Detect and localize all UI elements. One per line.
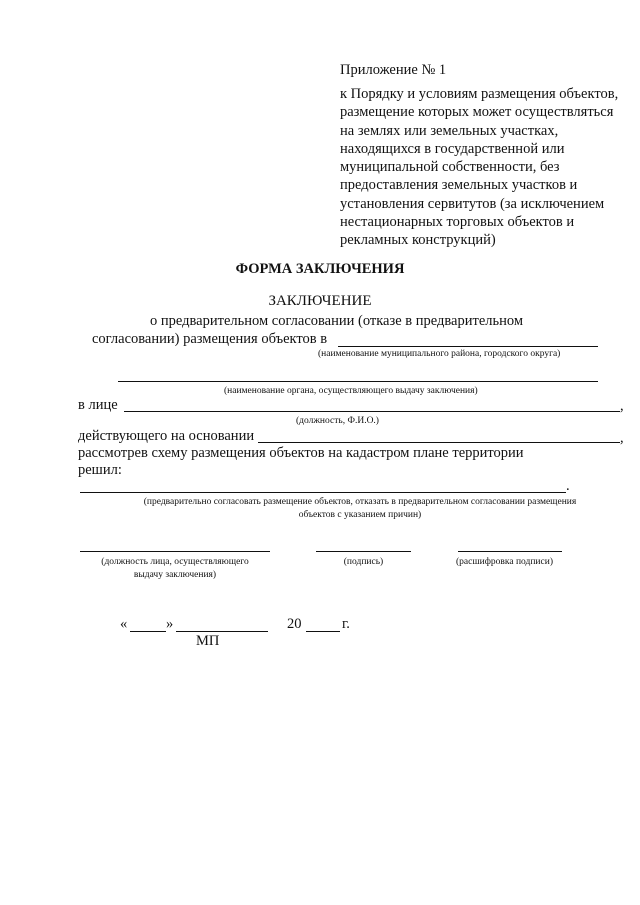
signature-blank (316, 551, 411, 552)
date-year-suffix: г. (342, 616, 350, 632)
date-year-blank (306, 631, 340, 632)
signature-hint: (подпись) (343, 557, 384, 567)
municipality-hint: (наименование муниципального района, городского округа) (318, 349, 561, 359)
decoding-hint: (расшифровка подписи) (456, 557, 553, 567)
date-close-quote: » (166, 616, 174, 632)
conclusion-title: ЗАКЛЮЧЕНИЕ (268, 293, 372, 309)
municipality-blank (338, 346, 598, 347)
date-day-blank (130, 631, 166, 632)
stamp-label: МП (196, 633, 220, 649)
position-signature-hint-2: выдачу заключения) (133, 570, 217, 580)
acting-blank (258, 442, 620, 443)
decision-hint-2: объектов с указанием причин) (298, 510, 422, 520)
date-year-prefix: 20 (287, 616, 302, 632)
position-signature-hint-1: (должность лица, осуществляющего (101, 557, 249, 567)
decided-label: решил: (78, 462, 122, 478)
decision-blank (80, 492, 566, 493)
position-hint: (должность, Ф.И.О.) (296, 416, 379, 426)
date-open-quote: « (120, 616, 128, 632)
appendix-heading: Приложение № 1 (340, 62, 447, 78)
acting-comma: , (620, 430, 624, 446)
form-title: ФОРМА ЗАКЛЮЧЕНИЯ (235, 261, 405, 277)
conclusion-line-1: о предварительном согласовании (отказе в предварительном (150, 313, 524, 329)
organ-hint: (наименование органа, осуществляющего выдачу заключения) (224, 386, 478, 396)
in-person-label: в лице (78, 397, 118, 413)
reviewed-line: рассмотрев схему размещения объектов на кадастром плане территории (78, 445, 524, 461)
position-signature-blank (80, 551, 270, 552)
decoding-blank (458, 551, 562, 552)
organ-blank (118, 381, 598, 382)
decision-hint-1: (предварительно согласовать размещение объектов, отказать в предварительном согласовании размещения (143, 497, 577, 507)
acting-label: действующего на основании (78, 428, 255, 444)
date-month-blank (176, 631, 268, 632)
decision-period: . (566, 478, 570, 494)
in-person-comma: , (620, 398, 624, 414)
conclusion-line-2: согласовании) размещения объектов в (92, 331, 328, 347)
in-person-blank (124, 411, 620, 412)
appendix-body: к Порядку и условиям размещения объектов, размещение которых может осуществляться на землях или земельных участках, находящихся в государственной или муниципальной собственности, без предоставления земельных участков и установления сервитутов (за исключением нестационарных торговых объектов и рекламных конструкций) (340, 86, 619, 249)
